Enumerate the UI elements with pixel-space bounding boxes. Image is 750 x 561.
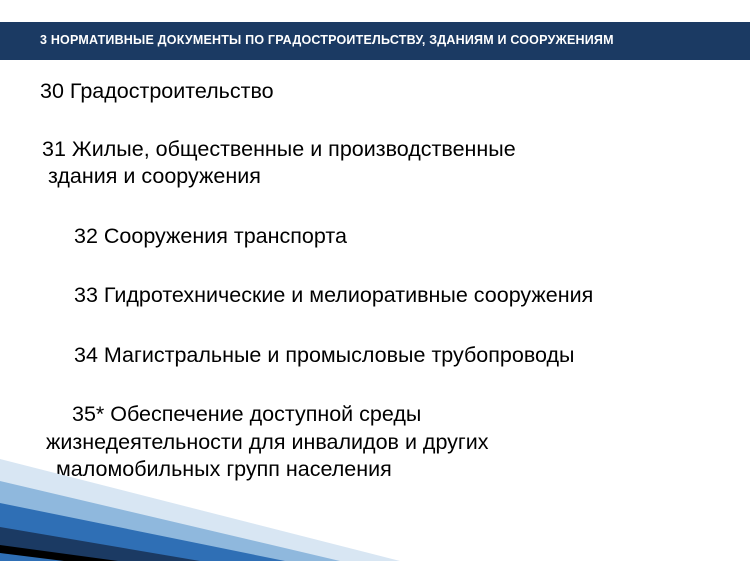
list-item-line: 30 Градостроительство (40, 79, 274, 103)
list-item (26, 78, 728, 106)
list-item-line: 32 Сооружения транспорта (74, 223, 347, 248)
list-item-line-continued-2: маломобильных групп населения (56, 457, 392, 482)
list-item-line: 31 Жилые, общественные и производственные (42, 136, 516, 161)
list-item-line: 34 Магистральные и промысловые трубопроводы (74, 342, 575, 367)
list-item-line: 33 Гидротехнические и мелиоративные сооружения (74, 283, 594, 308)
list-item (26, 342, 728, 370)
decorative-ribbons (0, 441, 750, 561)
list-item-line-continued: здания и сооружения (48, 164, 261, 189)
list-item-line: 35* Обеспечение доступной среды (72, 402, 422, 427)
list-item (26, 136, 728, 191)
page-title: 3 НОРМАТИВНЫЕ ДОКУМЕНТЫ ПО ГРАДОСТРОИТЕЛЬСТВУ, ЗДАНИЯМ И СООРУЖЕНИЯМ (40, 33, 614, 48)
list-item (26, 282, 728, 310)
slide-body (0, 68, 750, 484)
ribbon-graphic (0, 441, 750, 561)
slide-title-bar (0, 22, 750, 60)
list-item-line-continued: жизнедеятельности для инвалидов и других (46, 429, 489, 454)
list-item (26, 223, 728, 251)
